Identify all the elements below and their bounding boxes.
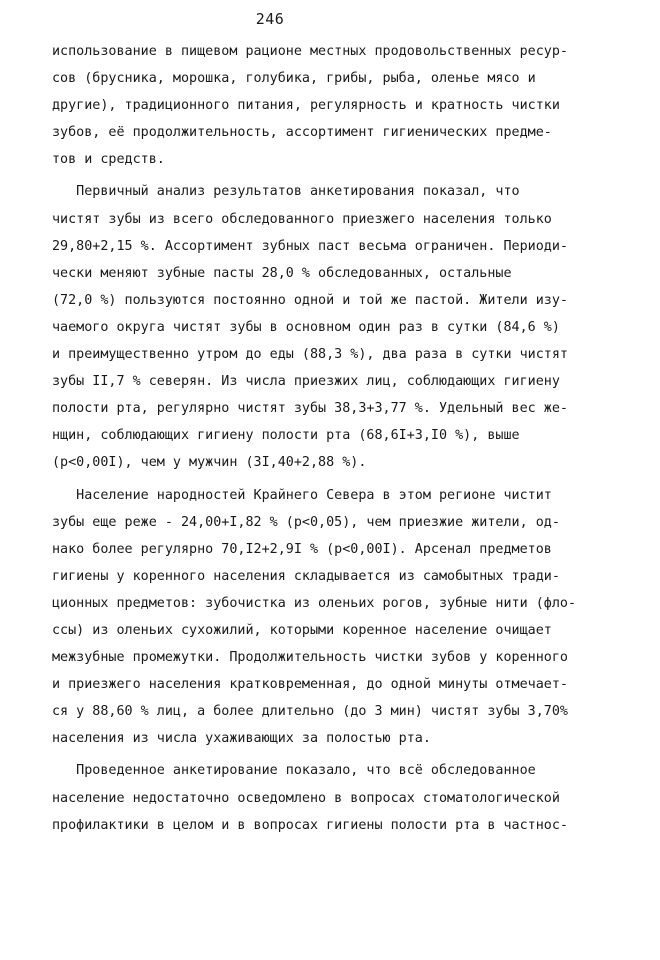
text-line: тов и средств. [52, 152, 165, 168]
text-line: население недостаточно осведомлено в вопросах стоматологической [52, 790, 560, 806]
text-line: (72,0 %) пользуются постоянно одной и той же пастой. Жители изу- [52, 292, 568, 308]
text-line: чески меняют зубные пасты 28,0 % обследованных, остальные [52, 265, 512, 281]
text-line: (p<0,00I), чем у мужчин (3I,40+2,88 %). [52, 455, 367, 471]
paragraph [52, 757, 612, 838]
text-line: гигиены у коренного населения складывается из самобытных тради- [52, 568, 560, 584]
text-line: профилактики в целом и в вопросах гигиены полости рта в частнос- [52, 817, 568, 833]
text-line: другие), традиционного питания, регулярность и кратность чистки [52, 98, 560, 114]
text-line: 29,80+2,15 %. Ассортимент зубных паст весьма ограничен. Периоди- [52, 238, 568, 254]
text-line: и приезжего населения кратковременная, до одной минуты отмечает- [52, 677, 568, 693]
text-line: межзубные промежутки. Продолжительность чистки зубов у коренного [52, 650, 568, 666]
paragraph [52, 38, 612, 173]
text-line: использование в пищевом рационе местных продовольственных ресур- [52, 44, 568, 59]
text-line: населения из числа ухаживающих за полостью рта. [52, 731, 431, 747]
text-line: чистят зубы из всего обследованного приезжего населения только [52, 211, 552, 227]
text-line: ционных предметов: зубочистка из оленьих рогов, зубные нити (фло- [52, 595, 577, 611]
text-line: чаемого округа чистят зубы в основном один раз в сутки (84,6 %) [52, 319, 560, 335]
text-line: нщин, соблюдающих гигиену полости рта (68,6I+3,I0 %), выше [52, 428, 520, 444]
text-line: ссы) из оленьих сухожилий, которыми коренное население очищает [52, 622, 552, 638]
text-line: Проведенное анкетирование показало, что всё обследованное [52, 763, 536, 779]
text-line: ся у 88,60 % лиц, а более длительно (до 3 мин) чистят зубы 3,70% [52, 704, 568, 720]
text-line: нако более регулярно 70,I2+2,9I % (p<0,00I). Арсенал предметов [52, 541, 552, 557]
body-text [52, 38, 612, 839]
paragraph [52, 482, 612, 753]
text-line: сов (брусника, морошка, голубика, грибы, рыба, оленье мясо и [52, 71, 536, 87]
text-line: зубы еще реже - 24,00+I,82 % (p<0,05), чем приезжие жители, од- [52, 514, 560, 530]
text-line: Первичный анализ результатов анкетирования показал, что [52, 184, 520, 200]
paragraph [52, 178, 612, 476]
text-line: зубы II,7 % северян. Из числа приезжих лиц, соблюдающих гигиену [52, 374, 560, 390]
text-line: и преимущественно утром до еды (88,3 %), два раза в сутки чистят [52, 347, 568, 363]
text-line: полости рта, регулярно чистят зубы 38,3+3,77 %. Удельный вес же- [52, 401, 568, 417]
page-number: 246 [255, 10, 285, 28]
text-line: Население народностей Крайнего Севера в этом регионе чистит [52, 487, 552, 503]
text-line: зубов, её продолжительность, ассортимент гигиенических предме- [52, 125, 552, 141]
